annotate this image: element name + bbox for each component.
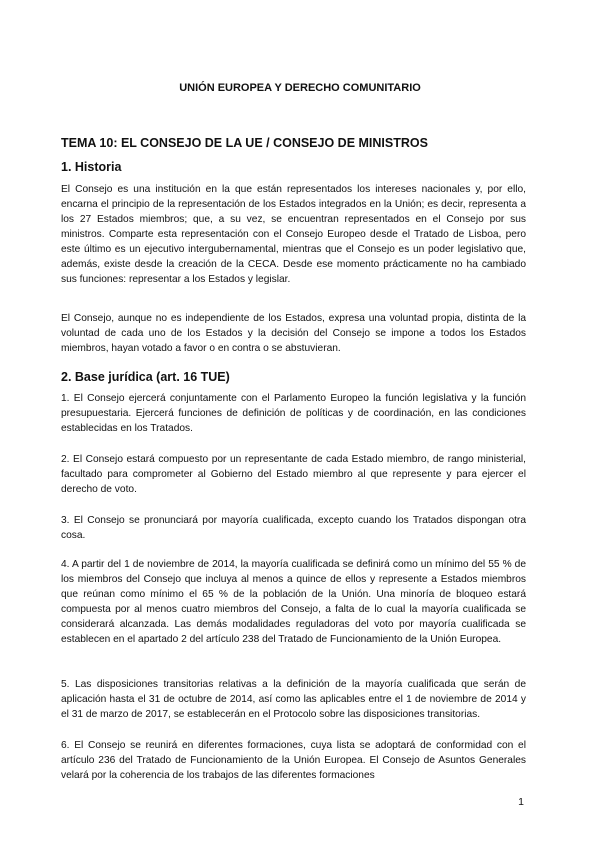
section-heading-base-juridica: 2. Base jurídica (art. 16 TUE) [61, 370, 230, 384]
paragraph: El Consejo es una institución en la que están representados los intereses nacionales y, por ello, encarna el principio de la representación de los Estados integrados en la Unión; es decir, representa a los 27 Estados miembros; que, a su vez, se encuentran representados en el Consejo por sus ministros. Comparte esta representación con el Consejo Europeo desde el Tratado de Lisboa, pero este último es un ejecutivo intergubernamental, mientras que el Consejo es un poder legislativo que, además, existe desde la creación de la CECA. Desde ese momento prácticamente no ha cambiado sus funciones: representar a los Estados y legislar. [61, 184, 526, 285]
paragraph: El Consejo, aunque no es independiente de los Estados, expresa una voluntad propia, distinta de la voluntad de cada uno de los Estados y la decisión del Consejo se impone a todos los Estados miembros, hayan votado a favor o en contra o se abstuvieran. [61, 313, 526, 354]
page-number: 1 [518, 796, 524, 808]
document-title: UNIÓN EUROPEA Y DERECHO COMUNITARIO [179, 82, 421, 94]
paragraph: 4. A partir del 1 de noviembre de 2014, la mayoría cualificada se definirá como un mínimo del 55 % de los miembros del Consejo que incluya al menos a quince de ellos y represente a Estados miembros que reúnan como mínimo el 65 % de la población de la Unión. Una minoría de bloqueo estará compuesta por al menos cuatro miembros del Consejo, a falta de lo cual la mayoría cualificada se considerará alcanzada. Las demás modalidades reguladoras del voto por mayoría cualificada se establecen en el apartado 2 del artículo 238 del Tratado de Funcionamiento de la Unión Europea. [61, 559, 526, 645]
tema-heading: TEMA 10: EL CONSEJO DE LA UE / CONSEJO DE MINISTROS [61, 136, 428, 150]
paragraph: 5. Las disposiciones transitorias relativas a la definición de la mayoría cualificada que serán de aplicación hasta el 31 de octubre de 2014, así como las aplicables entre el 1 de noviembre de 2014 y el 31 de marzo de 2017, se establecerán en el Protocolo sobre las disposiciones transitorias. [61, 679, 526, 720]
paragraph: 1. El Consejo ejercerá conjuntamente con el Parlamento Europeo la función legislativa y la función presupuestaria. Ejercerá funciones de definición de políticas y de coordinación, en las condiciones establecidas en los Tratados. [61, 393, 526, 434]
paragraph: 3. El Consejo se pronunciará por mayoría cualificada, excepto cuando los Tratados dispongan otra cosa. [61, 515, 526, 541]
paragraph: 6. El Consejo se reunirá en diferentes formaciones, cuya lista se adoptará de conformidad con el artículo 236 del Tratado de Funcionamiento de la Unión Europea. El Consejo de Asuntos Generales velará por la coherencia de los trabajos de las diferentes formaciones [61, 740, 526, 781]
section-heading-historia: 1. Historia [61, 160, 122, 174]
paragraph: 2. El Consejo estará compuesto por un representante de cada Estado miembro, de rango ministerial, facultado para comprometer al Gobierno del Estado miembro al que represente y para ejercer el derecho de voto. [61, 454, 526, 495]
